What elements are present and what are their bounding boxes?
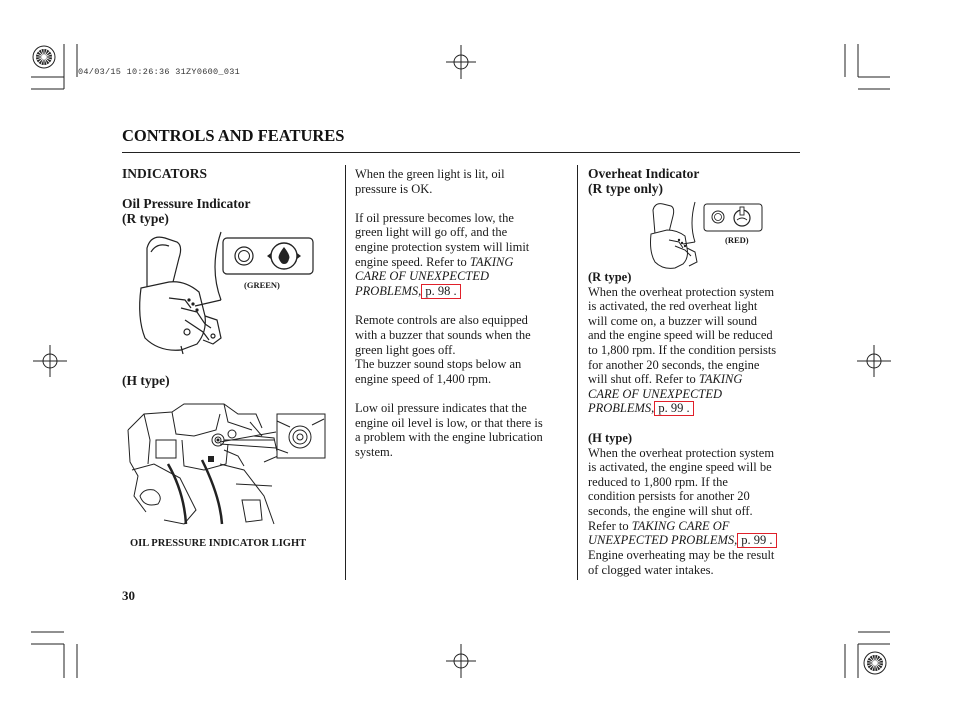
- cross-reference-link[interactable]: TAKING: [698, 372, 743, 387]
- text-line: If oil pressure becomes low, the: [355, 210, 514, 225]
- text-line: Refer to: [588, 518, 629, 533]
- starburst-mark-top-left: [33, 46, 55, 68]
- r-type-label: (R type): [588, 270, 632, 284]
- green-indicator-panel: [222, 237, 314, 277]
- text-line: a problem with the engine lubrication: [355, 430, 543, 445]
- text-line: The buzzer sound stops below an: [355, 357, 522, 372]
- section-title: CONTROLS AND FEATURES: [122, 126, 345, 145]
- red-caption: (RED): [725, 235, 749, 245]
- text-line: green light will go off, and the: [355, 225, 508, 240]
- registration-target-right: [857, 345, 891, 377]
- text-line: is activated, the engine speed will be: [588, 460, 772, 475]
- text-line: with a buzzer that sounds when the: [355, 327, 531, 342]
- registration-target-bottom: [446, 644, 476, 678]
- low-oil-paragraph: [355, 211, 575, 299]
- right-column-text: [588, 270, 808, 577]
- cross-reference-link[interactable]: CARE OF UNEXPECTED: [588, 386, 723, 401]
- green-caption: (GREEN): [244, 280, 280, 290]
- oil-pressure-heading-line1: Oil Pressure Indicator: [122, 196, 251, 211]
- cross-reference-link[interactable]: PROBLEMS,: [355, 283, 422, 298]
- text-line: of clogged water intakes.: [588, 562, 714, 577]
- text-line: When the overheat protection system: [588, 284, 775, 299]
- indicators-heading: INDICATORS: [122, 166, 208, 181]
- oil-pressure-heading-line2: (R type): [122, 211, 169, 226]
- text-line: pressure is OK.: [355, 181, 433, 196]
- middle-column-text: [355, 167, 575, 459]
- text-line: condition persists for another 20: [588, 489, 750, 504]
- text-line: Low oil pressure indicates that the: [355, 400, 527, 415]
- cross-reference-link[interactable]: PROBLEMS,: [588, 401, 655, 416]
- h-type-paragraph: [588, 446, 808, 578]
- text-line: When the overheat protection system: [588, 445, 775, 460]
- text-line: engine oil level is low, or that there is: [355, 415, 543, 430]
- text-line: engine speed. Refer to: [355, 254, 467, 269]
- text-line: and the engine speed will be reduced: [588, 328, 773, 343]
- text-line: reduced to 1,800 rpm. If the: [588, 474, 728, 489]
- column-divider-1: [345, 165, 346, 580]
- cross-reference-link[interactable]: TAKING: [469, 254, 514, 269]
- inset-leader-lines: [220, 430, 280, 450]
- column-divider-2: [577, 165, 578, 580]
- registration-target-top: [446, 45, 476, 79]
- print-timestamp: 04/03/15 10:26:36 31ZY0600_031: [78, 67, 241, 77]
- text-line: green light goes off.: [355, 342, 456, 357]
- text-line: for another 20 seconds, the engine: [588, 357, 760, 372]
- page-number: 30: [122, 588, 135, 603]
- text-line: system.: [355, 444, 393, 459]
- page-reference-link[interactable]: p. 99 .: [737, 533, 776, 548]
- text-line: Engine overheating may be the result: [588, 548, 775, 563]
- red-indicator-panel: [703, 203, 763, 233]
- buzzer-paragraph: [355, 313, 575, 386]
- cross-reference-link[interactable]: TAKING CARE OF: [631, 518, 730, 533]
- cross-reference-link[interactable]: CARE OF UNEXPECTED: [355, 269, 490, 284]
- text-line: to 1,800 rpm. If the condition persists: [588, 342, 777, 357]
- cross-reference-link[interactable]: UNEXPECTED PROBLEMS,: [588, 533, 738, 548]
- h-type-heading: (H type): [122, 373, 170, 388]
- text-line: When the green light is lit, oil: [355, 167, 505, 181]
- registration-target-left: [33, 345, 67, 377]
- page-reference-link[interactable]: p. 99 .: [654, 401, 693, 416]
- starburst-mark-bottom-right: [864, 652, 886, 674]
- oil-pressure-light-caption: OIL PRESSURE INDICATOR LIGHT: [130, 538, 307, 549]
- r-type-paragraph: [588, 285, 808, 417]
- text-line: engine protection system will limit: [355, 239, 530, 254]
- page-reference-link[interactable]: p. 98 .: [421, 284, 460, 299]
- title-rule: [122, 152, 800, 153]
- text-line: Remote controls are also equipped: [355, 313, 528, 328]
- text-line: seconds, the engine will shut off.: [588, 503, 753, 518]
- h-type-label: (H type): [588, 430, 633, 445]
- overheat-heading-line1: Overheat Indicator: [588, 166, 700, 181]
- overheat-heading-line2: (R type only): [588, 181, 663, 196]
- oil-ok-paragraph: [355, 167, 575, 196]
- low-oil-cause-paragraph: [355, 401, 575, 459]
- text-line: will shut off. Refer to: [588, 372, 696, 387]
- text-line: will come on, a buzzer will sound: [588, 313, 758, 328]
- overheat-heading: [588, 166, 699, 196]
- oil-pressure-heading: [122, 196, 251, 226]
- oil-pressure-light-inset: [276, 413, 326, 459]
- text-line: engine speed of 1,400 rpm.: [355, 371, 492, 386]
- text-line: is activated, the red overheat light: [588, 299, 758, 314]
